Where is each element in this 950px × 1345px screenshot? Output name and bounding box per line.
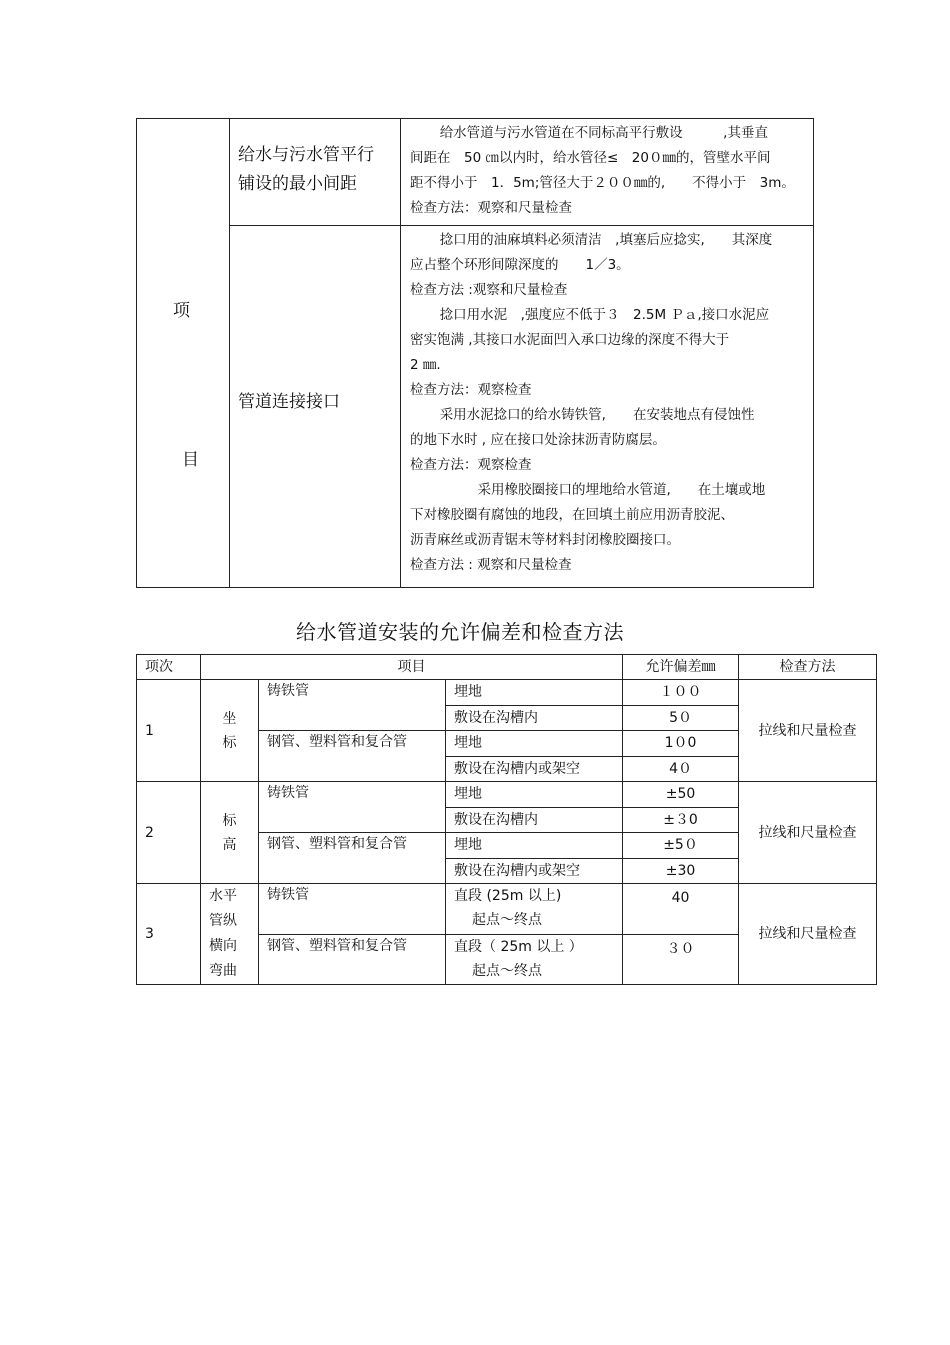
condition-cell: 敷设在沟槽内: [446, 705, 623, 731]
item-name-line: 标: [222, 812, 237, 829]
condition-cell: 埋地: [446, 833, 623, 859]
item-name-line: 弯曲: [209, 963, 237, 979]
item-name-line: 横向: [209, 938, 237, 954]
item-description-cell: [401, 226, 814, 588]
item-name-line: 管纵: [209, 913, 237, 929]
description-line: 检查方法 :观察和尺量检查: [410, 282, 568, 298]
pipe-type-cell: 钢管、塑料管和复合管: [259, 833, 446, 884]
check-method-cell: 拉线和尺量检查: [739, 680, 877, 782]
header-cell: 项目: [201, 655, 623, 680]
side-label-cell: [137, 119, 230, 588]
item-no-cell: 3: [137, 884, 201, 985]
header-cell: 允许偏差㎜: [623, 655, 739, 680]
description-line: 下对橡胶圈有腐蚀的地段，在回填土前应用沥青胶泥、: [410, 507, 734, 523]
item-name-line: 高: [222, 836, 237, 853]
check-method-cell: 拉线和尺量检查: [739, 884, 877, 985]
condition-line: 起点～终点: [472, 912, 542, 928]
description-line: 的地下水时 , 应在接口处涂抹沥青防腐层。: [410, 432, 666, 448]
description-line: 采用橡胶圈接口的埋地给水管道, 在土壤或地: [477, 482, 766, 498]
pipe-type-cell: 钢管、塑料管和复合管: [259, 934, 446, 985]
table-row: [137, 782, 877, 808]
description-line: 距不得小于 1．5m;管径大于２００㎜的, 不得小于 3m。: [410, 175, 795, 191]
tolerance-cell: ±３0: [623, 807, 739, 833]
check-method-cell: 拉线和尺量检查: [739, 782, 877, 884]
table-row: [137, 119, 814, 226]
item-name-cell: [201, 884, 259, 985]
tolerance-table: [136, 654, 877, 985]
description-line: 捻口用水泥 ,强度应不低于３ 2.5M Ｐａ,接口水泥应: [439, 307, 770, 323]
description-line: 密实饱满 ,其接口水泥面凹入承口边缘的深度不得大于: [410, 332, 730, 348]
condition-cell: 敷设在沟槽内或架空: [446, 756, 623, 782]
item-name-line: 给水与污水管平行: [238, 145, 374, 165]
condition-cell: 埋地: [446, 731, 623, 757]
pipe-type-cell: 铸铁管: [259, 782, 446, 833]
tolerance-cell: 1０0: [623, 731, 739, 757]
condition-cell: [446, 884, 623, 935]
condition-line: 直段 (25m 以上): [454, 888, 562, 904]
condition-cell: [446, 934, 623, 985]
header-cell: 检查方法: [739, 655, 877, 680]
table-row: [137, 884, 877, 935]
description-line: 检查方法：观察和尺量检查: [410, 200, 572, 216]
description-line: 给水管道与污水管道在不同标高平行敷设 ,其垂直: [439, 125, 768, 141]
description-line: 检查方法：观察检查: [410, 457, 532, 473]
side-label-char: 目: [182, 450, 199, 470]
item-no-cell: 2: [137, 782, 201, 884]
item-name-cell: [201, 782, 259, 884]
item-name-line: 标: [222, 734, 237, 751]
item-no-cell: 1: [137, 680, 201, 782]
table-row: [137, 680, 877, 706]
condition-line: 直段（ 25m 以上 ）: [454, 938, 583, 955]
item-name-line: 水平: [209, 888, 237, 904]
item-name-cell: [201, 680, 259, 782]
item-description-cell: [401, 119, 814, 226]
condition-line: 起点～终点: [472, 962, 542, 979]
tolerance-cell: １００: [623, 680, 739, 706]
table-title: 给水管道安装的允许偏差和检查方法: [296, 620, 624, 644]
condition-cell: 敷设在沟槽内或架空: [446, 858, 623, 884]
description-line: 沥青麻丝或沥青锯末等材料封闭橡胶圈接口。: [410, 532, 680, 548]
pipe-type-cell: 钢管、塑料管和复合管: [259, 731, 446, 782]
tolerance-cell: ±50: [623, 782, 739, 808]
tolerance-cell: ±30: [623, 858, 739, 884]
item-name-line: 坐: [222, 710, 237, 727]
table-row: [137, 226, 814, 588]
description-line: 检查方法：观察检查: [410, 382, 532, 398]
tolerance-cell: 5０: [623, 705, 739, 731]
pipe-type-cell: 铸铁管: [259, 680, 446, 731]
item-name-cell: [230, 119, 401, 226]
pipe-type-cell: 铸铁管: [259, 884, 446, 935]
item-name-cell: [230, 226, 401, 588]
description-line: 间距在 50 ㎝以内时，给水管径≤ 20０㎜的，管壁水平间: [410, 150, 771, 166]
side-label-char: 项: [173, 301, 190, 321]
header-cell: 项次: [137, 655, 201, 680]
tolerance-cell: ３０: [623, 934, 739, 985]
condition-cell: 埋地: [446, 680, 623, 706]
description-line: 应占整个环形间隙深度的 1／3。: [410, 257, 630, 273]
condition-cell: 敷设在沟槽内: [446, 807, 623, 833]
item-name-line: 铺设的最小间距: [238, 174, 357, 194]
main-control-items-table: [136, 118, 814, 588]
item-name-line: 管道连接接口: [238, 392, 340, 412]
description-line: 捻口用的油麻填料必须清洁 ,填塞后应捻实, 其深度: [439, 232, 773, 248]
condition-cell: 埋地: [446, 782, 623, 808]
tolerance-cell: ±5０: [623, 833, 739, 859]
description-line: 采用水泥捻口的给水铸铁管, 在安装地点有侵蚀性: [439, 407, 755, 423]
description-line: 2 ㎜.: [410, 357, 441, 373]
tolerance-cell: 40: [623, 884, 739, 935]
description-line: 检查方法 : 观察和尺量检查: [410, 557, 572, 573]
tolerance-cell: 4０: [623, 756, 739, 782]
table-header-row: [137, 655, 877, 680]
